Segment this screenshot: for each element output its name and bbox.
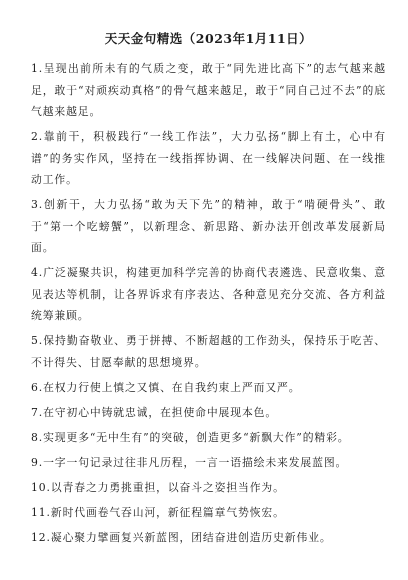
list-item: 1.呈现出前所未有的气质之变，敢于“同先进比高下”的志气越来越足，敢于“对顽疾动真格”的骨气越来越足，敢于“同自己过不去”的底气越来越足。 xyxy=(31,62,386,118)
list-item: 11.新时代画卷气吞山河，新征程篇章气势恢宏。 xyxy=(31,505,285,519)
list-item: 4.广泛凝聚共识，构建更加科学完善的协商代表遴选、民意收集、意见表达等机制，让各界诉求有序表达、各种意见充分交流、各方利益统筹兼顾。 xyxy=(31,266,386,322)
list-item: 6.在权力行使上慎之又慎、在自我约束上严而又严。 xyxy=(31,380,301,394)
list-item: 3.创新干，大力弘扬“敢为天下先”的精神，敢于“啃硬骨头”、敢于“第一个吃螃蟹”，以新理念、新思路、新办法开创改革发展新局面。 xyxy=(31,198,386,254)
list-item: 5.保持勤奋敬业、勇于拼搏、不断超越的工作劲头，保持乐于吃苦、不计得失、甘愿奉献的思想境界。 xyxy=(31,334,386,369)
list-item: 2.靠前干，积极践行“一线工作法”，大力弘扬“脚上有土，心中有谱”的务实作风，坚持在一线指挥协调、在一线解决问题、在一线推动工作。 xyxy=(31,130,386,186)
list-item: 8.实现更多“无中生有”的突破，创造更多“新飘大作”的精彩。 xyxy=(31,430,350,444)
quote-list xyxy=(31,58,386,548)
list-item: 12.凝心聚力擘画复兴新蓝图，团结奋进创造历史新伟业。 xyxy=(31,530,332,544)
list-item: 10.以青春之力勇挑重担，以奋斗之姿担当作为。 xyxy=(31,480,285,494)
page-title: 天天金句精选（2023年1月11日） xyxy=(104,31,313,46)
list-item: 9.一字一句记录过往非凡历程，一言一语描绘未来发展蓝图。 xyxy=(31,455,348,469)
list-item: 7.在守初心中铸就忠诚，在担使命中展现本色。 xyxy=(31,405,278,419)
